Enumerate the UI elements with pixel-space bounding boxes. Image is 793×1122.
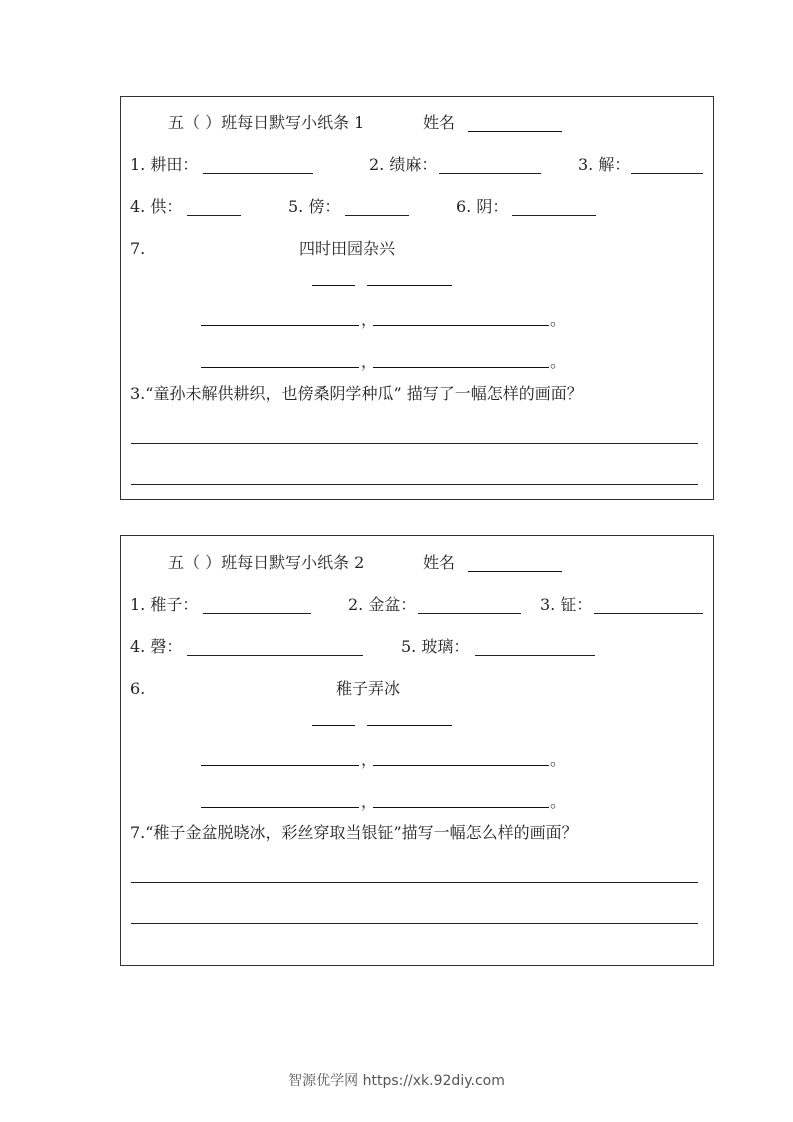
answer-line[interactable] <box>131 484 698 485</box>
poem-line-blank[interactable] <box>373 325 549 326</box>
poem-line-blank[interactable] <box>201 765 359 766</box>
poem-line-blank[interactable] <box>373 807 549 808</box>
comma: ， <box>361 352 378 371</box>
answer-blank[interactable] <box>187 215 241 216</box>
answer-blank[interactable] <box>203 173 313 174</box>
answer-blank[interactable] <box>187 655 363 656</box>
poem-line-blank[interactable] <box>201 807 359 808</box>
poem-title: 四时田园杂兴 <box>299 239 396 258</box>
poem-line-blank[interactable] <box>201 325 359 326</box>
period: 。 <box>550 352 567 371</box>
answer-blank[interactable] <box>203 613 311 614</box>
comma: ， <box>361 792 378 811</box>
question-6: 6. 阴： <box>456 197 509 216</box>
period: 。 <box>550 750 567 769</box>
question-5: 5. 玻璃： <box>401 637 470 656</box>
dynasty-blank[interactable] <box>312 285 355 286</box>
period: 。 <box>550 792 567 811</box>
question-3: 3. 钲： <box>540 595 593 614</box>
question-text: 3.“童孙未解供耕织，也傍桑阴学种瓜” 描写了一幅怎样的画面？ <box>130 384 583 403</box>
answer-blank[interactable] <box>345 215 409 216</box>
answer-line[interactable] <box>131 443 698 444</box>
answer-blank[interactable] <box>594 613 703 614</box>
poem-title: 稚子弄冰 <box>336 679 401 698</box>
author-blank[interactable] <box>367 285 452 286</box>
question-5: 5. 傍： <box>288 197 341 216</box>
question-4: 4. 磬： <box>130 637 183 656</box>
question-7-number: 7. <box>130 239 146 258</box>
answer-line[interactable] <box>131 882 698 883</box>
answer-blank[interactable] <box>439 173 541 174</box>
question-1: 1. 耕田： <box>130 155 199 174</box>
answer-blank[interactable] <box>475 655 595 656</box>
question-4: 4. 供： <box>130 197 183 216</box>
period: 。 <box>550 310 567 329</box>
answer-blank[interactable] <box>418 613 521 614</box>
comma: ， <box>361 310 378 329</box>
question-6-number: 6. <box>130 679 146 698</box>
poem-line-blank[interactable] <box>373 765 549 766</box>
comma: ， <box>361 750 378 769</box>
answer-line[interactable] <box>131 923 698 924</box>
dictation-card-1 <box>120 96 714 500</box>
question-3: 3. 解： <box>578 155 631 174</box>
answer-blank[interactable] <box>512 215 596 216</box>
answer-blank[interactable] <box>631 173 703 174</box>
dynasty-blank[interactable] <box>312 725 355 726</box>
author-blank[interactable] <box>367 725 452 726</box>
card-header: 五（ ）班每日默写小纸条 2 <box>168 553 365 572</box>
name-blank[interactable] <box>468 571 562 572</box>
footer-watermark: 智源优学网 https://xk.92diy.com <box>288 1073 505 1089</box>
question-1: 1. 稚子： <box>130 595 199 614</box>
name-label: 姓名 <box>423 113 456 132</box>
name-label: 姓名 <box>423 553 456 572</box>
question-2: 2. 绩麻： <box>369 155 438 174</box>
poem-line-blank[interactable] <box>201 367 359 368</box>
name-blank[interactable] <box>468 131 562 132</box>
dictation-card-2 <box>120 535 714 966</box>
card-header: 五（ ）班每日默写小纸条 1 <box>168 113 365 132</box>
poem-line-blank[interactable] <box>373 367 549 368</box>
question-2: 2. 金盆： <box>348 595 417 614</box>
question-text: 7.“稚子金盆脱晓冰，彩丝穿取当银钲”描写一幅怎么样的画面？ <box>130 823 578 842</box>
